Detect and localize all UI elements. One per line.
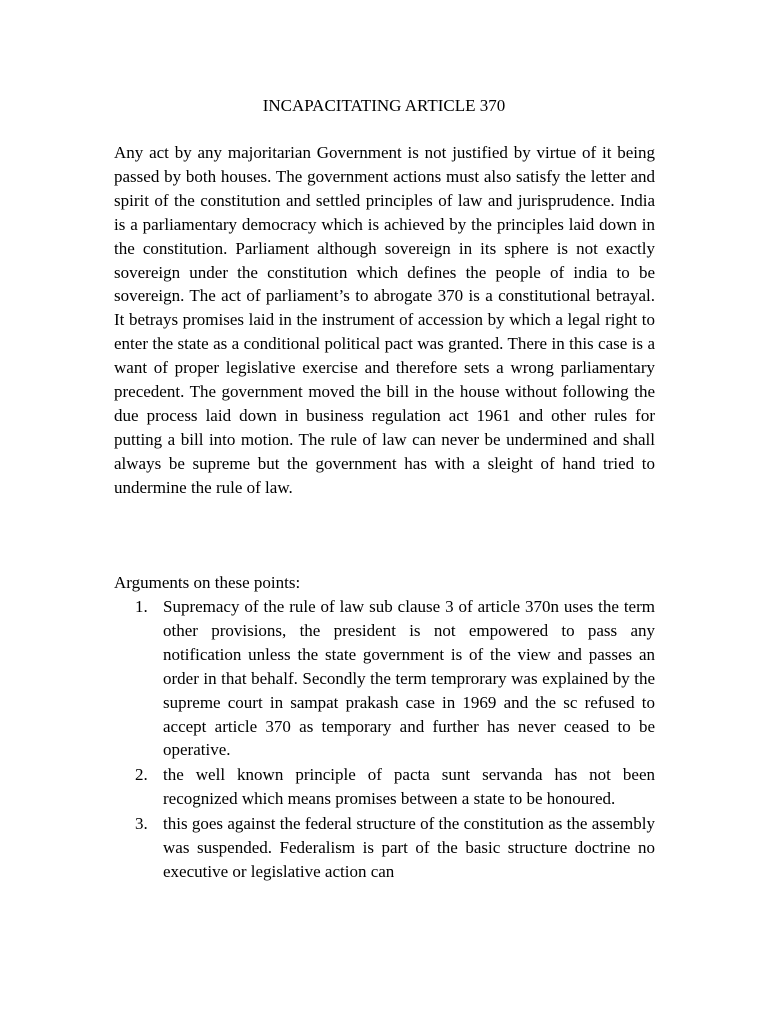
argument-item-1 [114, 595, 655, 762]
argument-number: 1. [135, 597, 148, 616]
arguments-list [114, 595, 655, 885]
argument-text: this goes against the federal structure of the constitution as the assembly was suspended. Federalism is part of the basic structure doctrine no executive or legislative action can [163, 814, 655, 881]
argument-item-3 [114, 812, 655, 884]
argument-item-2 [114, 763, 655, 811]
argument-number: 2. [135, 765, 148, 785]
argument-number: 3. [135, 814, 148, 834]
document-title: INCAPACITATING ARTICLE 370 [262, 96, 506, 115]
argument-text: Supremacy of the rule of law sub clause 3 of article 370n uses the term other provisions, the president is not empowered to pass any notification unless the state government is of the view and passes an order in that behalf. Secondly the term temprorary was explained by the supreme court in sampat prakash case in 1969 and the sc refused to accept article 370 as temporary and further has never ceased to be operative. [163, 597, 655, 760]
arguments-heading: Arguments on these points: [114, 573, 301, 592]
intro-paragraph: Any act by any majoritarian Government is not justified by virtue of it being passed by both houses. The government actions must also satisfy the letter and spirit of the constitution and settled principles of law and jurisprudence. India is a parliamentary democracy which is achieved by the principles laid down in the constitution. Parliament although sovereign in its sphere is not exactly sovereign under the constitution which defines the people of india to be sovereign. The act of parliament’s to abrogate 370 is a constitutional betrayal. It betrays promises laid in the instrument of accession by which a legal right to enter the state as a conditional political pact was granted. There in this case is a want of proper legislative exercise and therefore sets a wrong parliamentary precedent. The government moved the bill in the house without following the due process laid down in business regulation act 1961 and other rules for putting a bill into motion. The rule of law can never be undermined and shall always be supreme but the government has with a sleight of hand tried to undermine the rule of law. [114, 143, 655, 497]
argument-text: the well known principle of pacta sunt servanda has not been recognized which means promises between a state to be honoured. [163, 765, 655, 809]
